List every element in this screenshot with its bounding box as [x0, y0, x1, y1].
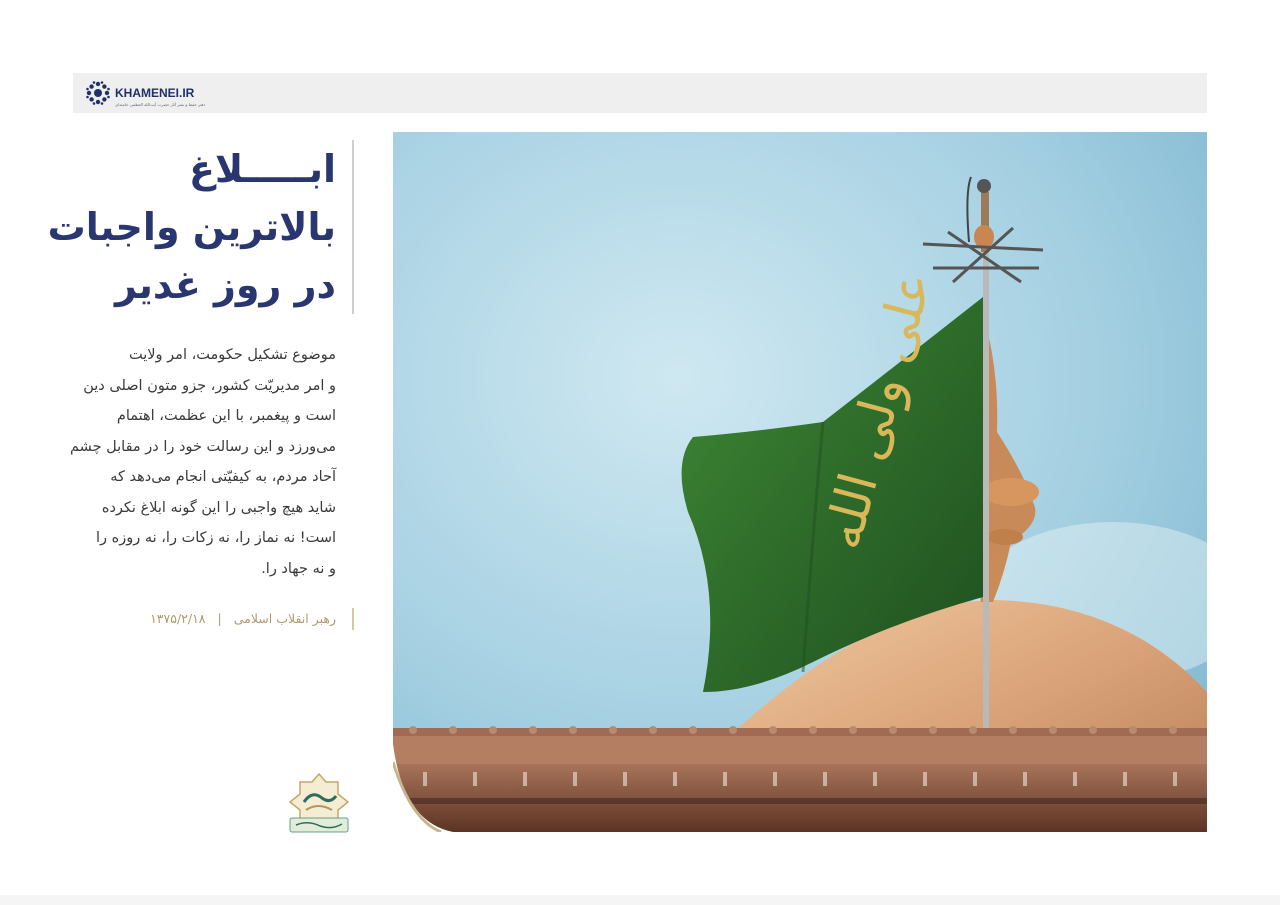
- quote-line: موضوع تشکیل حکومت، امر ولایت: [129, 347, 336, 363]
- article-text-column: [47, 140, 354, 630]
- header-bar: [73, 73, 1207, 113]
- headline-line-3: در روز غدیر: [114, 263, 336, 307]
- quote-line: است و پیغمبر، با این عظمت، اهتمام: [116, 408, 336, 424]
- quote-attribution: [60, 608, 354, 630]
- quote-line: و امر مدیریّت کشور، جزو متون اصلی دین: [83, 377, 336, 394]
- hero-photo: [393, 132, 1207, 832]
- khamenei-logo-icon: [85, 80, 111, 106]
- quote-line: و نه جهاد را.: [261, 560, 336, 577]
- flag-calligraphy: علی ولی الله: [812, 265, 945, 556]
- brand-name: KHAMENEI.IR: [115, 86, 195, 100]
- eid-ghadir-emblem: [282, 772, 356, 836]
- quote-line: شاید هیچ واجبی را این گونه ابلاغ نکرده: [101, 499, 336, 516]
- headline-line-1: ابـــــلاغ: [188, 147, 336, 191]
- attribution-separator: |: [217, 611, 222, 626]
- quote-body: [60, 340, 354, 584]
- headline-line-2: بالاترین واجبات: [47, 205, 336, 249]
- attribution-date: ۱۳۷۵/۲/۱۸: [150, 611, 206, 626]
- quote-line: است! نه نماز را، نه زکات را، نه روزه را: [95, 530, 336, 546]
- flag-dome-illustration: [393, 132, 1207, 832]
- brand-subtitle: دفتر حفظ و نشر آثار حضرت آیت‌الله العظمی خامنه‌ای: [115, 102, 206, 107]
- quote-line: آحاد مردم، به کیفیّتی انجام می‌دهد که: [110, 469, 336, 485]
- quote-line: می‌ورزد و این رسالت خود را در مقابل چشم: [69, 438, 336, 455]
- attribution-author: رهبر انقلاب اسلامی: [233, 611, 336, 626]
- brand-logo[interactable]: [85, 79, 206, 107]
- bottom-strip: [0, 895, 1280, 905]
- headline: [47, 140, 354, 314]
